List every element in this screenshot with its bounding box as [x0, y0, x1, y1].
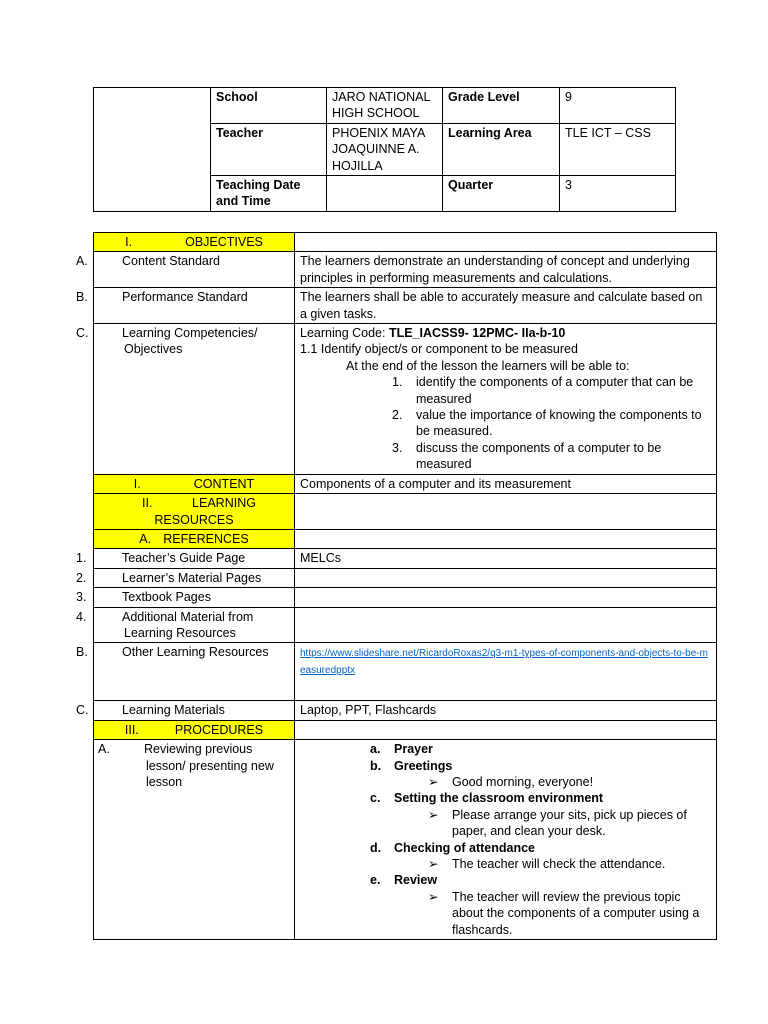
- competencies-value: [295, 324, 717, 475]
- performance-standard-label: B. Performance Standard: [94, 288, 295, 324]
- arrow-bullet-icon: ➢: [428, 774, 439, 789]
- quarter-label: Quarter: [443, 176, 560, 212]
- list-item: ➢ The teacher will check the attendance.: [428, 857, 666, 871]
- textbook-pages-label: 3. Textbook Pages: [94, 588, 295, 607]
- competencies-row: [94, 324, 717, 475]
- references-row: [94, 529, 717, 548]
- textbook-pages-row: [94, 588, 717, 607]
- content-value: Components of a computer and its measurement: [295, 474, 717, 493]
- references-heading: A. REFERENCES: [94, 529, 295, 548]
- list-item: 2. value the importance of knowing the components to be measured.: [392, 408, 702, 439]
- teacher-value: PHOENIX MAYA JOAQUINNE A. HOJILLA: [327, 123, 443, 175]
- learners-material-row: [94, 568, 717, 587]
- teacher-label: Teacher: [211, 123, 327, 175]
- teachers-guide-row: [94, 549, 717, 568]
- arrow-bullet-icon: ➢: [428, 857, 439, 871]
- other-resources-row: [94, 643, 717, 701]
- learning-area-value: TLE ICT – CSS: [560, 123, 676, 175]
- other-resources-value: [295, 643, 717, 701]
- quarter-value: 3: [560, 176, 676, 212]
- grade-level-value: 9: [560, 88, 676, 124]
- textbook-pages-value: [295, 588, 717, 607]
- competencies-label: C. Learning Competencies/ Objectives: [94, 324, 295, 475]
- objectives-heading-row: [94, 233, 717, 252]
- other-resources-label: B. Other Learning Resources: [94, 643, 295, 701]
- reviewing-lesson-row: [94, 740, 717, 940]
- learners-material-label: 2. Learner’s Material Pages: [94, 568, 295, 587]
- slideshare-link[interactable]: https://www.slideshare.net/RicardoRoxas2/q3-m1-types-of-components-and-objects-to-be-measuredpptx: [300, 648, 708, 677]
- list-item: e. Review ➢ The teacher will review the previous topic about the components of a computer using a flashcards.: [370, 872, 711, 938]
- learning-materials-label: C. Learning Materials: [94, 701, 295, 720]
- reviewing-lesson-label: A. Reviewing previous lesson/ presenting new lesson: [94, 740, 295, 940]
- list-item: c. Setting the classroom environment ➢ Please arrange your sits, pick up pieces of paper, and clean your desk.: [370, 790, 711, 839]
- grade-level-label: Grade Level: [443, 88, 560, 124]
- learning-materials-row: [94, 701, 717, 720]
- learning-resources-heading: II. LEARNING RESOURCES: [94, 494, 295, 530]
- school-value: JARO NATIONAL HIGH SCHOOL: [327, 88, 443, 124]
- list-item: 1. identify the components of a computer that can be measured: [392, 375, 694, 406]
- additional-material-row: [94, 607, 717, 643]
- learners-material-value: [295, 568, 717, 587]
- teaching-date-value: [327, 176, 443, 212]
- objectives-list: [300, 374, 711, 472]
- content-heading: I. CONTENT: [94, 474, 295, 493]
- content-standard-value: The learners demonstrate an understanding of concept and underlying principles in performing measurements and calculations.: [295, 252, 717, 288]
- learning-resources-row: [94, 494, 717, 530]
- header-blank-cell: [94, 88, 211, 212]
- list-item: b. Greetings ➢ Good morning, everyone!: [370, 758, 711, 791]
- teachers-guide-label: 1. Teacher’s Guide Page: [94, 549, 295, 568]
- content-row: [94, 474, 717, 493]
- content-standard-label: A. Content Standard: [94, 252, 295, 288]
- list-item: a. Prayer: [370, 742, 433, 757]
- learning-area-label: Learning Area: [443, 123, 560, 175]
- performance-standard-value: The learners shall be able to accurately measure and calculate based on a given tasks.: [295, 288, 717, 324]
- arrow-bullet-icon: ➢: [428, 889, 439, 904]
- list-item: d. Checking of attendance ➢ The teacher will check the attendance.: [370, 840, 711, 873]
- lesson-plan-table: [76, 232, 717, 940]
- teaching-date-label: Teaching Date and Time: [211, 176, 327, 212]
- list-item: ➢ Good morning, everyone!: [428, 774, 594, 789]
- school-label: School: [211, 88, 327, 124]
- list-item: 3. discuss the components of a computer to be measured: [392, 440, 662, 472]
- arrow-bullet-icon: ➢: [428, 807, 439, 822]
- objectives-intro: At the end of the lesson the learners will be able to:: [346, 358, 630, 373]
- learning-materials-value: Laptop, PPT, Flashcards: [295, 701, 717, 720]
- procedure-steps: [300, 741, 711, 938]
- procedures-heading: III. PROCEDURES: [94, 720, 295, 739]
- procedures-heading-row: [94, 720, 717, 739]
- learning-code: Learning Code: TLE_IACSS9- 12PMC- IIa-b-10: [300, 326, 566, 341]
- teachers-guide-value: MELCs: [295, 549, 717, 568]
- list-item: ➢ Please arrange your sits, pick up pieces of paper, and clean your desk.: [428, 807, 687, 839]
- objectives-heading: I. OBJECTIVES: [94, 233, 295, 252]
- reviewing-lesson-value: [295, 740, 717, 940]
- competency-sub-item: 1.1 Identify object/s or component to be measured: [300, 342, 578, 357]
- additional-material-label: 4. Additional Material from Learning Resources: [94, 607, 295, 643]
- list-item: ➢ The teacher will review the previous topic about the components of a computer using a flashcards.: [428, 889, 700, 937]
- performance-standard-row: [94, 288, 717, 324]
- additional-material-value: [295, 607, 717, 643]
- content-standard-row: [94, 252, 717, 288]
- header-table: [93, 87, 676, 212]
